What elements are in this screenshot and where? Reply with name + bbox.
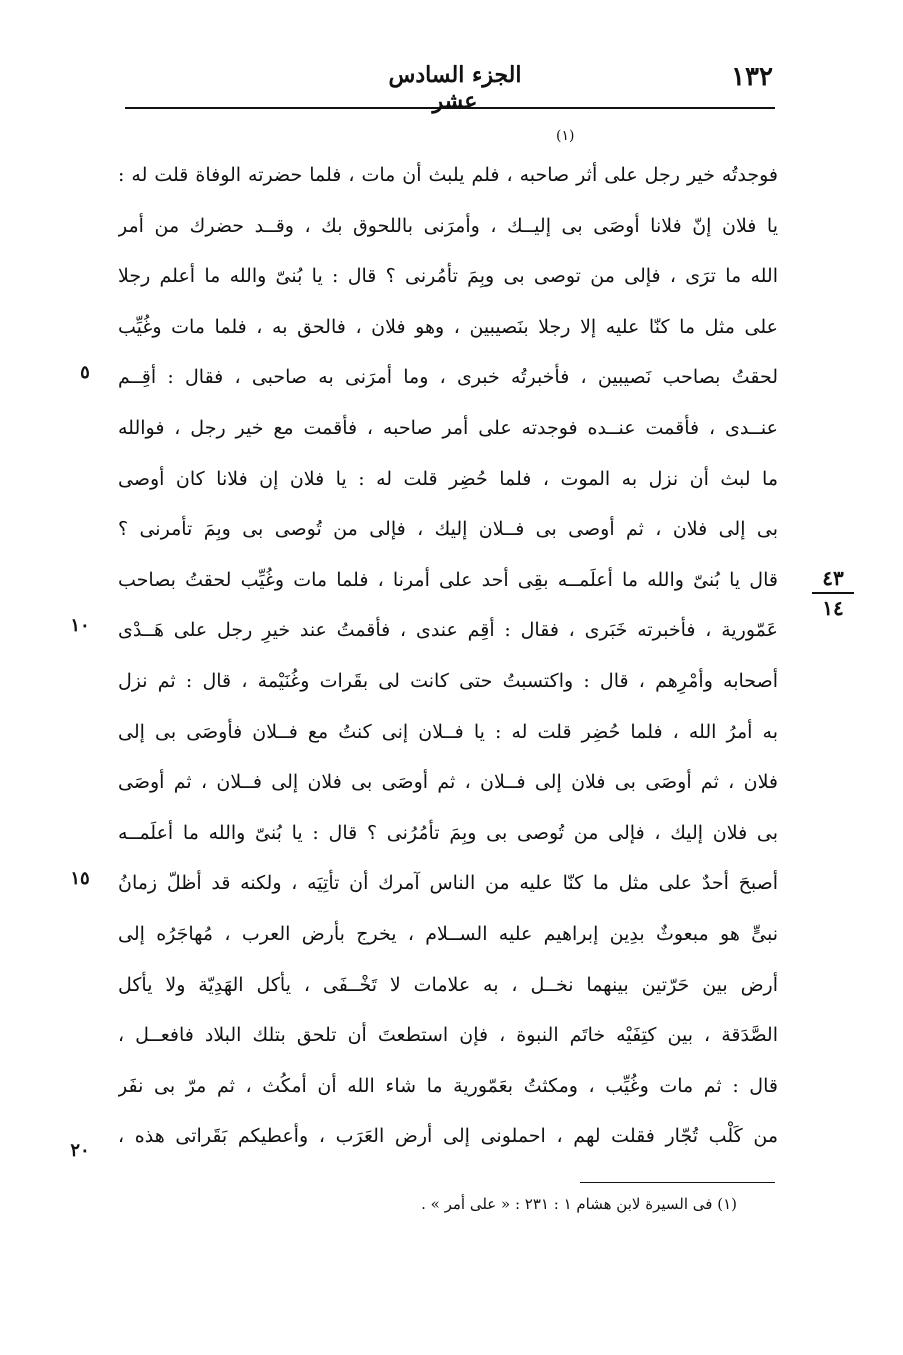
margin-reference-divider (812, 592, 854, 594)
text-line: قال : ثم مات وغُيِّب ، ومكثتُ بعَمّورية ما شاء الله أن أمكُث ، ثم مرّ بى نفَر (118, 1074, 778, 1097)
text-line: أصحابه وأمْرِهم ، قال : واكتسبتُ حتى كانت لى بقَرات وغُنَيْمة ، قال : ثم نزل (118, 669, 778, 692)
footnote-rule (580, 1182, 775, 1183)
text-line: لحقتُ بصاحب نَصيبين ، فأخبرتُه خبرى ، وما أمرَنى به صاحبى ، فقال : أقِــم (118, 366, 778, 389)
header-rule (125, 107, 775, 109)
line-number-15: ١٥ (70, 868, 90, 889)
margin-reference-top: ٤٣ (822, 566, 844, 590)
footnote-reference-mark: (١) (556, 128, 575, 144)
text-line: أصبحَ أحدٌ على مثل ما كنّا عليه من الناس آمرك أن تأتِيَه ، ولكنه قد أظلّ زمانُ (118, 872, 778, 895)
text-line: فلان ، ثم أوصَى بى فلان إلى فــلان ، ثم أوصَى بى فلان إلى فــلان ، ثم أوصَى (118, 771, 778, 794)
margin-reference-bottom: ١٤ (822, 596, 844, 620)
line-number-20: ٢٠ (70, 1140, 90, 1161)
text-line: من كَلْب تُجّار فقلت لهم ، احملونى إلى أرض العَرَب ، وأعطيكم بَقَراتى هذه ، (118, 1125, 778, 1148)
text-line: الله ما ترَى ، فإلى من توصى بى وبِمَ تأمُرنى ؟ قال : يا بُنىّ والله ما أعلم رجلا (118, 265, 778, 288)
line-number-10: ١٠ (70, 615, 90, 636)
text-line: قال يا بُنىّ والله ما أعلَمــه بقِى أحد على أمرنا ، فلما مات وغُيِّب لحقتُ بصاحب (118, 568, 778, 591)
text-line: يا فلان إنّ فلانا أوصَى بى إليــك ، وأمرَنى باللحوق بك ، وقــد حضرك من أمر (118, 214, 778, 237)
text-line: بى إلى فلان ، ثم أوصى بى فــلان إليك ، فإلى من تُوصى بى وبِمَ تأمرنى ؟ (118, 518, 778, 541)
text-line: أرض بين حَرّتين بينهما نخــل ، به علامات لا تَخْــفَى ، يأكل الهَدِيّة ولا يأكل (118, 973, 778, 996)
text-line: فوجدتُه خير رجل على أثر صاحبه ، فلم يلبث أن مات ، فلما حضرته الوفاة قلت له : (118, 164, 778, 186)
text-line: عَمّورية ، فأخبرته خَبَرى ، فقال : أقِم عندى ، فأقمتُ عند خيرِ رجل على هَــدْى (118, 619, 778, 642)
footnote: (١) فى السيرة لابن هشام ١ : ٢٣١ : « على أمر » . (421, 1195, 737, 1213)
page-number: ١٣٢ (731, 62, 773, 92)
margin-reference (808, 566, 858, 620)
body-text (118, 150, 778, 1162)
text-line: بى فلان إليك ، فإلى من تُوصى بى وبِمَ تأمُرُنى ؟ قال : يا بُنىّ والله ما أعلَمــه (118, 821, 778, 844)
text-line: عنــدى ، فأقمت عنــده فوجدته على أمر صاحبه ، فأقمت مع خير رجل ، فوالله (118, 416, 778, 439)
text-line: الصَّدَقة ، بين كتِفَيْه خاتَم النبوة ، فإن استطعتَ أن تلحق بتلك البلاد فافعــل ، (118, 1024, 778, 1047)
text-line: نبىٍّ هو مبعوثٌ بدِين إبراهيم عليه الســلام ، يخرج بأرض العرب ، مُهاجَرُه إلى (118, 922, 778, 945)
line-number-5: ٥ (80, 362, 90, 383)
text-line: به أمرُ الله ، فلما حُضِر قلت له : يا فــلان إنى كنتُ مع فــلان فأوصَى بى إلى (118, 720, 778, 743)
running-head: الجزء السادس عشر (388, 62, 522, 114)
text-line: على مثل ما كنّا عليه إلا رجلا بنَصيبين ، وهو فلان ، فالحق به ، فلما مات وغُيِّب (118, 315, 778, 338)
text-line: ما لبث أن نزل به الموت ، فلما حُضِر قلت له : يا فلان إن فلانا كان أوصى (118, 467, 778, 490)
